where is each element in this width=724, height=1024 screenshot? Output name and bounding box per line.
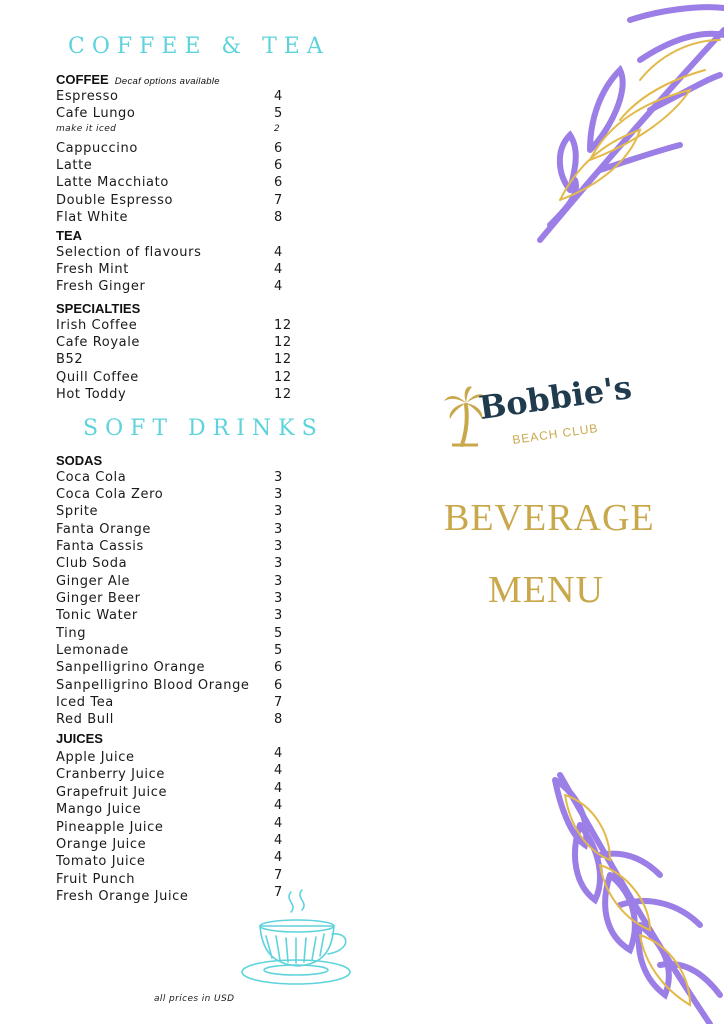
item-price: 4 xyxy=(274,245,283,260)
item-name: Orange Juice xyxy=(56,837,147,852)
menu-row xyxy=(56,487,296,504)
item-price: 12 xyxy=(274,352,292,367)
item-price: 4 xyxy=(274,763,283,778)
menu-row xyxy=(56,522,296,539)
item-name: Fresh Orange Juice xyxy=(56,889,189,904)
menu-row xyxy=(56,712,296,729)
item-price: 12 xyxy=(274,387,292,402)
menu-row xyxy=(56,504,296,521)
juices-category-label: JUICES xyxy=(56,731,103,746)
coffee-category-label: COFFEE xyxy=(56,72,109,87)
menu-row xyxy=(56,816,296,837)
item-price: 5 xyxy=(274,626,283,641)
tea-category-label: TEA xyxy=(56,228,82,243)
menu-row xyxy=(56,106,296,123)
item-price: 7 xyxy=(274,695,283,710)
menu-row xyxy=(56,556,296,573)
menu-row xyxy=(56,850,296,871)
item-name: Coca Cola Zero xyxy=(56,487,164,502)
menu-row xyxy=(56,387,296,404)
coffee-cup-icon xyxy=(236,888,360,996)
menu-row-addon xyxy=(56,124,296,141)
item-name: Selection of flavours xyxy=(56,245,202,260)
item-price: 3 xyxy=(274,504,283,519)
item-price: 4 xyxy=(274,89,283,104)
menu-row xyxy=(56,868,296,889)
menu-row xyxy=(56,279,296,296)
item-name: Cappuccino xyxy=(56,141,138,156)
item-price: 7 xyxy=(274,193,283,208)
item-name: Cafe Royale xyxy=(56,335,141,350)
item-name: Espresso xyxy=(56,89,119,104)
item-name: Latte xyxy=(56,158,93,173)
item-name: Fruit Punch xyxy=(56,872,136,887)
item-name: make it iced xyxy=(56,124,117,134)
menu-row xyxy=(56,175,296,192)
menu-row xyxy=(56,833,296,854)
menu-row xyxy=(56,470,296,487)
item-name: Tonic Water xyxy=(56,608,138,623)
item-name: Latte Macchiato xyxy=(56,175,169,190)
menu-row xyxy=(56,678,296,695)
item-name: Coca Cola xyxy=(56,470,127,485)
item-price: 6 xyxy=(274,660,283,675)
item-price: 4 xyxy=(274,746,283,761)
item-price: 4 xyxy=(274,816,283,831)
item-name: Fresh Mint xyxy=(56,262,129,277)
coffee-category xyxy=(56,72,220,87)
item-price: 6 xyxy=(274,158,283,173)
item-name: Apple Juice xyxy=(56,750,135,765)
item-price: 7 xyxy=(274,868,283,883)
item-name: B52 xyxy=(56,352,84,367)
item-price: 5 xyxy=(274,106,283,121)
decaf-note: Decaf options available xyxy=(114,76,220,87)
item-price: 8 xyxy=(274,210,283,225)
menu-row xyxy=(56,539,296,556)
menu-row xyxy=(56,574,296,591)
item-name: Cranberry Juice xyxy=(56,767,165,782)
item-price: 3 xyxy=(274,487,283,502)
item-price: 3 xyxy=(274,470,283,485)
item-name: Red Bull xyxy=(56,712,115,727)
item-price: 7 xyxy=(274,885,283,900)
menu-row xyxy=(56,660,296,677)
item-name: Sanpelligrino Orange xyxy=(56,660,206,675)
item-price: 4 xyxy=(274,781,283,796)
menu-row xyxy=(56,210,296,227)
item-name: Ting xyxy=(56,626,87,641)
item-name: Mango Juice xyxy=(56,802,142,817)
menu-heading: MENU xyxy=(488,569,604,611)
item-price: 4 xyxy=(274,262,283,277)
menu-row xyxy=(56,695,296,712)
item-name: Ginger Ale xyxy=(56,574,131,589)
item-price: 6 xyxy=(274,141,283,156)
menu-row xyxy=(56,158,296,175)
menu-row xyxy=(56,193,296,210)
menu-row xyxy=(56,352,296,369)
item-name: Pineapple Juice xyxy=(56,820,164,835)
item-price: 12 xyxy=(274,318,292,333)
item-name: Ginger Beer xyxy=(56,591,141,606)
item-price: 8 xyxy=(274,712,283,727)
leaf-branch-top-icon xyxy=(530,0,724,250)
item-name: Quill Coffee xyxy=(56,370,139,385)
coffee-tea-title: COFFEE & TEA xyxy=(68,34,330,59)
leaf-branch-bottom-icon xyxy=(540,765,724,1024)
item-name: Tomato Juice xyxy=(56,854,146,869)
menu-row xyxy=(56,245,296,262)
menu-row xyxy=(56,763,296,784)
brand-tagline: BEACH CLUB xyxy=(511,421,600,447)
specialties-category-label: SPECIALTIES xyxy=(56,301,141,316)
menu-row xyxy=(56,262,296,279)
item-name: Lemonade xyxy=(56,643,129,658)
item-price: 12 xyxy=(274,335,292,350)
brand-name: Bobbie's xyxy=(476,368,634,427)
item-price: 3 xyxy=(274,539,283,554)
item-name: Irish Coffee xyxy=(56,318,138,333)
item-price: 5 xyxy=(274,643,283,658)
soft-drinks-title: SOFT DRINKS xyxy=(83,416,324,441)
menu-row xyxy=(56,141,296,158)
prices-footnote: all prices in USD xyxy=(154,994,235,1004)
item-name: Iced Tea xyxy=(56,695,114,710)
menu-row xyxy=(56,318,296,335)
menu-row xyxy=(56,798,296,819)
menu-row xyxy=(56,781,296,802)
item-price: 3 xyxy=(274,591,283,606)
item-name: Double Espresso xyxy=(56,193,173,208)
item-name: Flat White xyxy=(56,210,129,225)
menu-row xyxy=(56,335,296,352)
menu-row xyxy=(56,626,296,643)
menu-row xyxy=(56,746,296,767)
menu-row xyxy=(56,89,296,106)
item-price: 4 xyxy=(274,798,283,813)
item-name: Grapefruit Juice xyxy=(56,785,168,800)
item-name: Fanta Orange xyxy=(56,522,151,537)
brand-logo xyxy=(444,368,644,473)
item-price: 12 xyxy=(274,370,292,385)
sodas-category-label: SODAS xyxy=(56,453,103,468)
beverage-heading: BEVERAGE xyxy=(444,497,655,539)
item-price: 3 xyxy=(274,574,283,589)
item-price: 6 xyxy=(274,678,283,693)
item-price: 2 xyxy=(274,124,281,134)
item-name: Hot Toddy xyxy=(56,387,127,402)
item-name: Club Soda xyxy=(56,556,128,571)
item-price: 4 xyxy=(274,279,283,294)
item-price: 3 xyxy=(274,556,283,571)
item-price: 3 xyxy=(274,522,283,537)
item-name: Fanta Cassis xyxy=(56,539,144,554)
item-name: Cafe Lungo xyxy=(56,106,136,121)
item-price: 4 xyxy=(274,850,283,865)
menu-row xyxy=(56,370,296,387)
item-name: Sprite xyxy=(56,504,99,519)
menu-row xyxy=(56,643,296,660)
item-name: Sanpelligrino Blood Orange xyxy=(56,678,250,693)
item-price: 3 xyxy=(274,608,283,623)
item-name: Fresh Ginger xyxy=(56,279,146,294)
item-price: 4 xyxy=(274,833,283,848)
item-price: 6 xyxy=(274,175,283,190)
menu-row xyxy=(56,591,296,608)
menu-row xyxy=(56,608,296,625)
